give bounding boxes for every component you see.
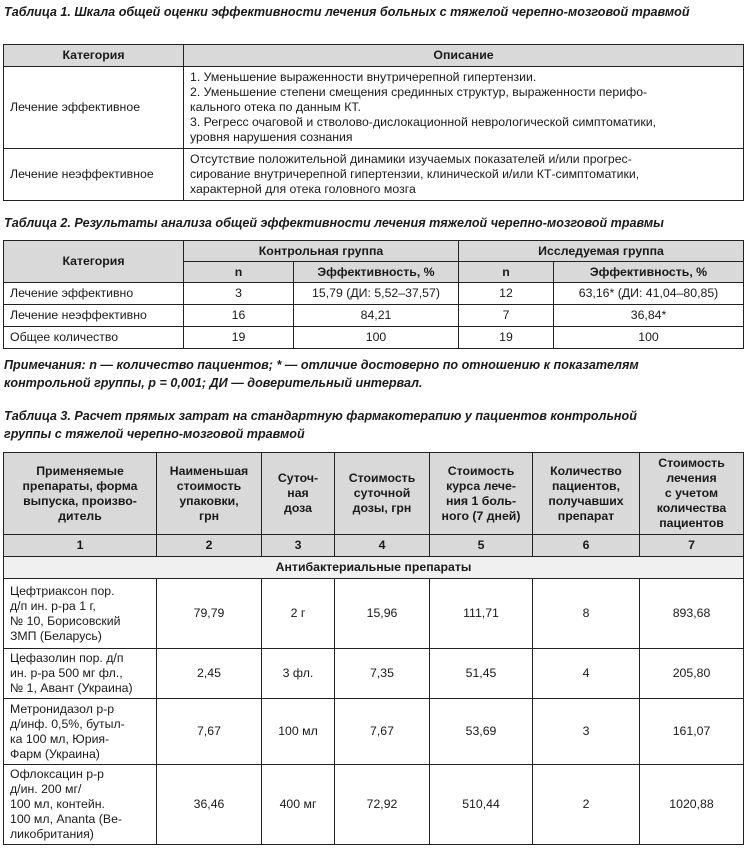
table1 [3, 44, 744, 201]
description-line: Отсутствие положительной динамики изучаемых показателей и/или прогрес- [190, 152, 632, 166]
header-line: препараты, форма [22, 478, 138, 493]
drug-line: д/ин. 200 мг/ [10, 782, 82, 796]
table3-drug [4, 765, 157, 845]
table3-header-col3 [262, 453, 335, 535]
header-line: грн [198, 508, 220, 523]
table3-cell-col7: 161,07 [640, 699, 744, 765]
table3-cell-col2: 36,46 [157, 765, 262, 845]
header-line: ния 1 боль- [445, 493, 517, 508]
table3-drug [4, 649, 157, 699]
header-line: Применяемые [36, 463, 124, 478]
drug-line: д/п ин. р-ра 1 г, [10, 598, 96, 613]
table3-header-col6 [533, 453, 640, 535]
table-row [4, 765, 744, 845]
table3-cell-col3: 2 г [262, 579, 335, 649]
table3-cell-col5: 51,45 [430, 649, 533, 699]
header-line: Стоимость [447, 463, 515, 478]
drug-line: 100 мл, контейн. [10, 797, 105, 811]
table3-header-col5 [430, 453, 533, 535]
table2-study-eff: 63,16* (ДИ: 41,04–80,85) [554, 283, 744, 305]
table1-category: Лечение эффективное [4, 67, 184, 149]
table2-header-n: n [184, 262, 294, 283]
drug-line: № 10, Борисовский [10, 613, 121, 628]
table2-category: Лечение неэффективно [4, 305, 184, 327]
header-line: доза [284, 501, 312, 515]
header-line: выпуска, произво- [23, 493, 137, 508]
table3-cell-col7: 205,80 [640, 649, 744, 699]
drug-line: Цефтриаксон пор. [10, 583, 115, 598]
table2-header-eff: Эффективность, % [294, 262, 459, 283]
drug-line: 100 мл, Ananta (Ве- [10, 812, 123, 826]
table3 [3, 452, 744, 845]
table-row [4, 149, 744, 201]
header-line: дозы, грн [352, 501, 412, 515]
table1-header-category: Категория [4, 45, 184, 67]
table3-cell-col3: 3 фл. [262, 649, 335, 699]
header-line: лечения [666, 471, 717, 485]
header-line: суточной [353, 486, 411, 500]
description-line: 2. Уменьшение степени смещения срединных структур, выраженности перифо- [190, 85, 648, 99]
table3-header-col2 [157, 453, 262, 535]
table2-header-eff: Эффективность, % [554, 262, 744, 283]
table-row [4, 305, 744, 327]
table3-cell-col7: 893,68 [640, 579, 744, 649]
table2-header-category: Категория [4, 241, 184, 283]
table3-cell-col5: 53,69 [430, 699, 533, 765]
drug-line: ЗМП (Беларусь) [10, 628, 102, 643]
table3-cell-col2: 79,79 [157, 579, 262, 649]
table2-control-n: 19 [184, 327, 294, 349]
drug-line: Офлоксацин р-р [10, 767, 104, 781]
table2-category: Общее количество [4, 327, 184, 349]
description-line: 1. Уменьшение выраженности внутричерепной гипертензии. [190, 70, 537, 84]
header-line: упаковки, [179, 493, 239, 508]
header-line: ная [287, 486, 309, 500]
drug-line: Фарм (Украина) [10, 746, 100, 761]
table3-drug [4, 699, 157, 765]
table3-section-title: Антибактериальные препараты [4, 557, 744, 579]
table3-cell-col3: 100 мл [262, 699, 335, 765]
description-line: уровня нарушения сознания [190, 130, 353, 144]
header-line: пациентов [659, 516, 724, 530]
table1-description [184, 149, 744, 201]
header-line: Стоимость [348, 471, 416, 485]
header-line: Количество [550, 463, 622, 478]
table3-cell-col3: 400 мг [262, 765, 335, 845]
table3-cell-col2: 2,45 [157, 649, 262, 699]
table-row [4, 327, 744, 349]
table3-cell-col4: 15,96 [335, 579, 430, 649]
table2-control-eff: 15,79 (ДИ: 5,52–37,57) [294, 283, 459, 305]
drug-line: Метронидазол р-р [10, 701, 115, 716]
table1-description [184, 67, 744, 149]
table2-note-line1: Примечания: n — количество пациентов; * — отличие достоверно по отношению к показателям [4, 358, 639, 372]
table2-study-eff: 36,84* [554, 305, 744, 327]
header-line: дитель [58, 508, 102, 523]
header-line: препарат [557, 508, 615, 523]
drug-line: Цефазолин пор. д/п [10, 651, 124, 665]
table2-note-line2: контрольной группы, p = 0,001; ДИ — доверительный интервал. [4, 376, 423, 390]
table3-cell-col6: 3 [533, 699, 640, 765]
table-row [4, 649, 744, 699]
table2-header-n: n [459, 262, 554, 283]
table2-control-eff: 84,21 [294, 305, 459, 327]
table1-header-description: Описание [184, 45, 744, 67]
table1-caption: Таблица 1. Шкала общей оценки эффективности лечения больных с тяжелой черепно-мозговой травмой [4, 5, 690, 19]
table3-caption-line1: Таблица 3. Расчет прямых затрат на стандартную фармакотерапию у пациентов контрольной [4, 409, 637, 423]
table3-col-number: 7 [640, 535, 744, 557]
table3-col-number: 1 [4, 535, 157, 557]
drug-line: ликобритания) [10, 827, 94, 841]
table-row [4, 699, 744, 765]
header-line: пациентов, [552, 478, 620, 493]
table2-category: Лечение эффективно [4, 283, 184, 305]
table-row [4, 67, 744, 149]
table3-col-number: 2 [157, 535, 262, 557]
table3-col-number: 3 [262, 535, 335, 557]
table3-cell-col2: 7,67 [157, 699, 262, 765]
header-line: с учетом [664, 486, 719, 500]
table3-col-number: 4 [335, 535, 430, 557]
table2-header-study: Исследуемая группа [459, 241, 744, 262]
table-row [4, 579, 744, 649]
table2-study-n: 7 [459, 305, 554, 327]
table2 [3, 240, 744, 349]
table3-header-col4 [335, 453, 430, 535]
table3-cell-col4: 72,92 [335, 765, 430, 845]
table3-header-col7 [640, 453, 744, 535]
header-line: курса лече- [446, 478, 516, 493]
table3-caption-line2: группы с тяжелой черепно-мозговой травмой [4, 427, 305, 441]
header-line: Наименьшая [169, 463, 249, 478]
table3-cell-col6: 4 [533, 649, 640, 699]
table3-col-number: 5 [430, 535, 533, 557]
table3-cell-col6: 8 [533, 579, 640, 649]
table3-cell-col4: 7,35 [335, 649, 430, 699]
drug-line: ин. р-ра 500 мг фл., [10, 666, 123, 680]
description-line: характерной для отека головного мозга [190, 182, 416, 196]
description-line: 3. Регресс очаговой и стволово-дислокационной неврологической симптоматики, [190, 115, 657, 129]
table3-cell-col7: 1020,88 [640, 765, 744, 845]
table3-cell-col4: 7,67 [335, 699, 430, 765]
drug-line: № 1, Авант (Украина) [10, 681, 133, 695]
header-line: Стоимость [658, 456, 725, 470]
table2-control-eff: 100 [294, 327, 459, 349]
drug-line: д/инф. 0,5%, бутыл- [10, 716, 125, 731]
table1-category: Лечение неэффективное [4, 149, 184, 201]
table2-control-n: 16 [184, 305, 294, 327]
description-line: кального отека по данным КТ. [190, 100, 361, 114]
header-line: Суточ- [277, 471, 319, 485]
drug-line: ка 100 мл, Юрия- [10, 731, 110, 746]
table3-col-number: 6 [533, 535, 640, 557]
table-row [4, 283, 744, 305]
table3-cell-col5: 510,44 [430, 765, 533, 845]
table3-drug [4, 579, 157, 649]
header-line: ного (7 дней) [441, 508, 521, 523]
table2-caption: Таблица 2. Результаты анализа общей эффективности лечения тяжелой черепно-мозговой травмы [4, 216, 664, 230]
description-line: сирование внутричерепной гипертензии, клинической и/или КТ-симптоматики, [190, 167, 640, 181]
table3-header-col1 [4, 453, 157, 535]
header-line: стоимость [176, 478, 242, 493]
table2-study-eff: 100 [554, 327, 744, 349]
table2-header-control: Контрольная группа [184, 241, 459, 262]
table2-study-n: 19 [459, 327, 554, 349]
header-line: количества [656, 501, 727, 515]
table2-control-n: 3 [184, 283, 294, 305]
header-line: получавших [548, 493, 624, 508]
table2-study-n: 12 [459, 283, 554, 305]
table3-cell-col6: 2 [533, 765, 640, 845]
table3-cell-col5: 111,71 [430, 579, 533, 649]
